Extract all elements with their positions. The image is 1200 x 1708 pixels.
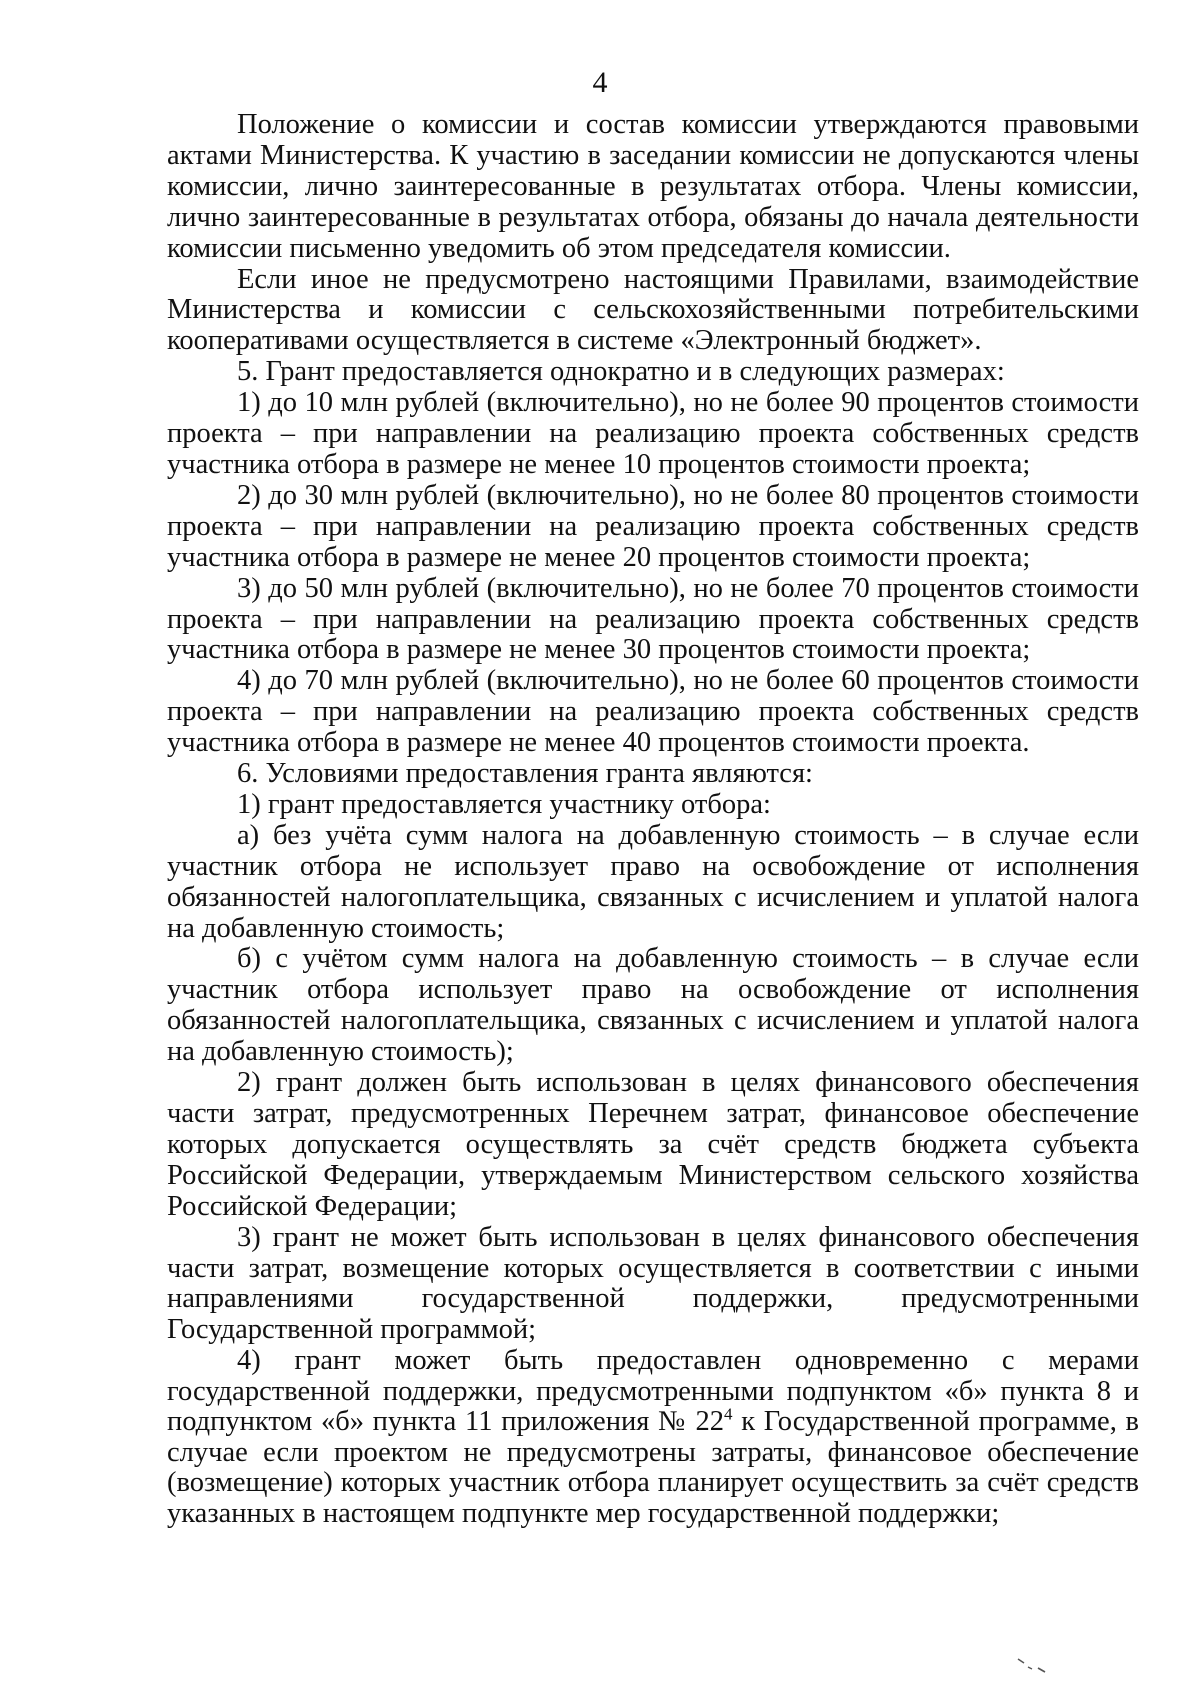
- paragraph-grant-size-2: 2) до 30 млн рублей (включительно), но не более 80 процентов стоимости проекта – при направлении на реализацию проекта собственных средств участника отбора в размере не менее 20 процентов стоимости проекта;: [167, 479, 1139, 573]
- paragraph-grant-size-1: 1) до 10 млн рублей (включительно), но не более 90 процентов стоимости проекта – при направлении на реализацию проекта собственных средств участника отбора в размере не менее 10 процентов стоимости проекта;: [167, 387, 1139, 480]
- paragraph-condition-4-text-start: 4) грант может быть предоставлен одновременно с мерами государственной поддержки, предусмотренными подпунктом «б» пункта 8 и подпунктом «б» пункта 11 приложения № 22: [167, 1345, 1139, 1438]
- paragraph-condition-4-text-end: к Государственной программе, в случае если проектом не предусмотрены затраты, финансовое обеспечение (возмещение) которых участник отбора планирует осуществить за счёт средств указанных в настоящем подпункте мер государственной поддержки;: [167, 1406, 1139, 1529]
- paragraph-condition-1b: б) с учётом сумм налога на добавленную стоимость – в случае если участник отбора использует право на освобождение от исполнения обязанностей налогоплательщика, связанных с исчислением и уплатой налога на добавленную стоимость);: [167, 943, 1139, 1068]
- paragraph-conditions: 6. Условиями предоставления гранта являются:: [237, 758, 813, 790]
- paragraph-condition-1a: а) без учёта сумм налога на добавленную стоимость – в случае если участник отбора не использует право на освобождение от исполнения обязанностей налогоплательщика, связанных с исчислением и уплатой налога на добавленную стоимость;: [167, 819, 1139, 944]
- scan-marks-icon: [1015, 1655, 1055, 1677]
- paragraph-condition-3: 3) грант не может быть использован в целях финансового обеспечения части затрат, возмещение которых осуществляется в соответствии с иными направлениями государственной поддержки, предусмотренными Государственной программой;: [167, 1221, 1139, 1346]
- appendix-superscript: 4: [724, 1404, 733, 1424]
- paragraph-interaction: Если иное не предусмотрено настоящими Правилами, взаимодействие Министерства и комиссии с сельскохозяйственными потребительскими кооперативами осуществляется в системе «Электронный бюджет».: [167, 263, 1139, 357]
- paragraph-condition-1: 1) грант предоставляется участнику отбора:: [237, 788, 771, 820]
- paragraph-commission-provisions: Положение о комиссии и состав комиссии утверждаются правовыми актами Министерства. К участию в заседании комиссии не допускаются члены комиссии, лично заинтересованные в результатах отбора. Члены комиссии, лично заинтересованные в результатах отбора, обязаны до начала деятельности комиссии письменно уведомить об этом председателя комиссии.: [167, 109, 1139, 264]
- paragraph-grant-sizes: 5. Грант предоставляется однократно и в следующих размерах:: [237, 356, 1005, 388]
- paragraph-condition-2: 2) грант должен быть использован в целях финансового обеспечения части затрат, предусмотренных Перечнем затрат, финансовое обеспечение которых допускается осуществлять за счёт средств бюджета субъекта Российской Федерации, утверждаемым Министерством сельского хозяйства Российской Федерации;: [167, 1067, 1139, 1222]
- paragraph-condition-4: [167, 1346, 1139, 1529]
- paragraph-grant-size-4: 4) до 70 млн рублей (включительно), но не более 60 процентов стоимости проекта – при направлении на реализацию проекта собственных средств участника отбора в размере не менее 40 процентов стоимости проекта.: [167, 665, 1139, 759]
- document-body: [167, 110, 1139, 1529]
- paragraph-grant-size-3: 3) до 50 млн рублей (включительно), но не более 70 процентов стоимости проекта – при направлении на реализацию проекта собственных средств участника отбора в размере не менее 30 процентов стоимости проекта;: [167, 572, 1139, 666]
- page-number: 4: [592, 66, 608, 99]
